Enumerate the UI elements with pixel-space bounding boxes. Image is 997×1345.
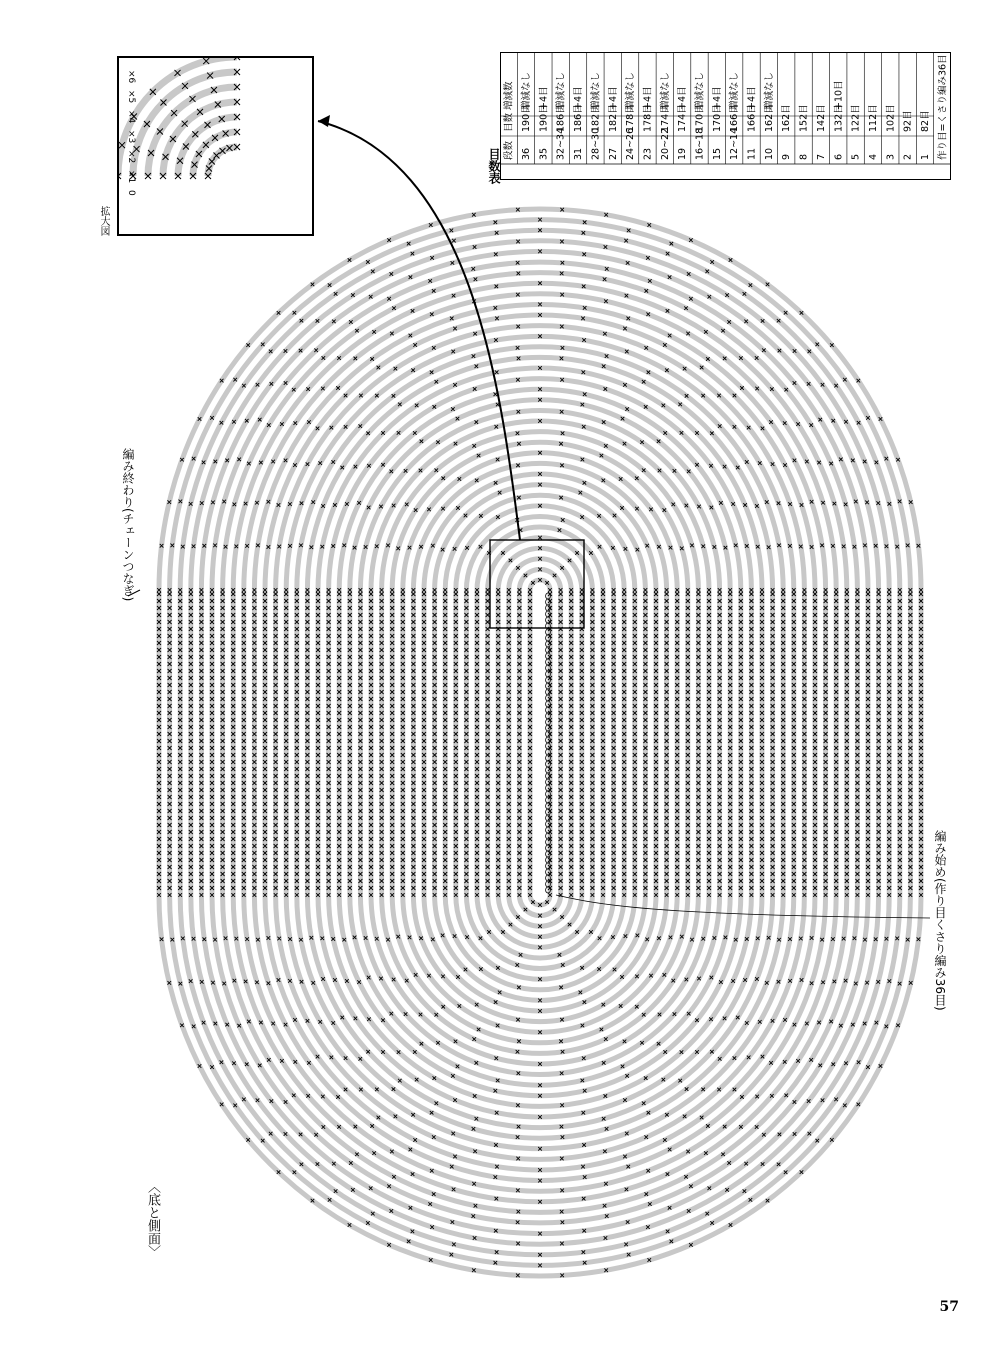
table-cell: 112目 [867, 104, 879, 132]
table-cell: 186目 [555, 104, 567, 132]
table-cell: 1 [919, 153, 931, 160]
enlarged-row-label: 0 [126, 190, 136, 196]
table-cell: 102目 [885, 104, 897, 132]
enlarged-row-label: ×5 [126, 90, 136, 104]
table-cell: 166目 [729, 104, 741, 132]
table-cell: 19 [677, 147, 689, 160]
table-footer: 作り目=くさり編み36目 [937, 54, 949, 160]
enlarged-row-label: ×1 [126, 170, 136, 184]
enlarge-arrowhead [318, 115, 330, 127]
round-rings [159, 209, 921, 1276]
table-cell: 16~18 [694, 127, 706, 160]
table-cell: 27 [607, 147, 619, 160]
table-cell: 36 [521, 147, 533, 160]
enlarged-view [117, 56, 314, 236]
table-header-cell: 目数 [503, 112, 515, 132]
table-cell: 20~22 [659, 127, 671, 160]
table-cell: 92目 [902, 110, 914, 132]
table-cell: 28~30 [590, 127, 602, 160]
table-cell: +4目 [677, 86, 689, 110]
round-ring [488, 538, 593, 948]
table-cell: 166目 [746, 104, 758, 132]
table-cell: 35 [538, 147, 550, 160]
table-cell: 31 [573, 147, 585, 160]
table-cell: 132目 [833, 104, 845, 132]
table-cell: 32~34 [555, 127, 567, 160]
table-cell: 174目 [677, 104, 689, 132]
table-cell: +4目 [607, 86, 619, 110]
round-ring [456, 506, 624, 979]
table-cell: 6 [833, 153, 845, 160]
round-ring [424, 474, 656, 1011]
table-cell: 174目 [659, 104, 671, 132]
section-title: 〈底と側面〉 [145, 1180, 160, 1258]
table-cell: 5 [850, 153, 862, 160]
finish-annotation: 編み終わり(チェーンつなぎ) [121, 448, 135, 602]
table-cell: +4目 [711, 86, 723, 110]
table-cell: 182目 [607, 104, 619, 132]
table-cell: 170目 [711, 104, 723, 132]
table-cell: 162目 [763, 104, 775, 132]
table-cell: 178目 [625, 104, 637, 132]
table-cell: 8 [798, 153, 810, 160]
table-cell: 増減なし [555, 71, 567, 110]
table-cell: 増減なし [694, 71, 706, 110]
table-header-cell: 段数 [503, 140, 515, 160]
table-cell: 24~26 [625, 127, 637, 160]
table-cell: 10 [763, 147, 775, 160]
table-cell: 4 [867, 153, 879, 160]
table-cell: +10目 [833, 80, 845, 110]
table-cell: 増減なし [625, 71, 637, 110]
table-cell: 12~14 [729, 127, 741, 160]
enlarged-row-label: ×6 [126, 70, 136, 84]
enlarged-view-title: 拡大図 [98, 206, 109, 236]
table-cell: +4目 [746, 86, 758, 110]
table-cell: 170目 [694, 104, 706, 132]
start-annotation: 編み始め(作り目くさり編み36目) [933, 830, 947, 1011]
stitch-table-title: 目数表 [487, 148, 501, 184]
enlarged-row-label: ×2 [126, 150, 136, 164]
table-cell: 11 [746, 147, 758, 160]
table-cell: 増減なし [590, 71, 602, 110]
table-cell: 7 [815, 153, 827, 160]
table-cell: 190目 [521, 104, 533, 132]
table-cell: +4目 [538, 86, 550, 110]
enlarged-row-label: ×4 [126, 110, 136, 124]
table-cell: 82目 [919, 110, 931, 132]
table-cell: 122目 [850, 104, 862, 132]
stitch-count-table [500, 52, 951, 180]
page-number: 57 [939, 1299, 959, 1315]
table-cell: 142目 [815, 104, 827, 132]
table-cell: 3 [885, 153, 897, 160]
table-cell: +4目 [573, 86, 585, 110]
table-cell: +4目 [642, 86, 654, 110]
table-cell: 9 [781, 153, 793, 160]
table-cell: 2 [902, 153, 914, 160]
table-cell: 186目 [573, 104, 585, 132]
table-cell: 152目 [798, 104, 810, 132]
table-cell: 15 [711, 147, 723, 160]
table-cell: 増減なし [763, 71, 775, 110]
table-cell: 増減なし [521, 71, 533, 110]
table-cell: 178目 [642, 104, 654, 132]
enlarged-row-label: ×3 [126, 130, 136, 144]
table-cell: 190目 [538, 104, 550, 132]
table-cell: 23 [642, 147, 654, 160]
table-cell: 182目 [590, 104, 602, 132]
round-ring [519, 569, 560, 915]
table-cell: 162目 [781, 104, 793, 132]
table-cell: 増減なし [659, 71, 671, 110]
table-cell: 増減なし [729, 71, 741, 110]
table-header-cell: 増減数 [503, 81, 515, 110]
